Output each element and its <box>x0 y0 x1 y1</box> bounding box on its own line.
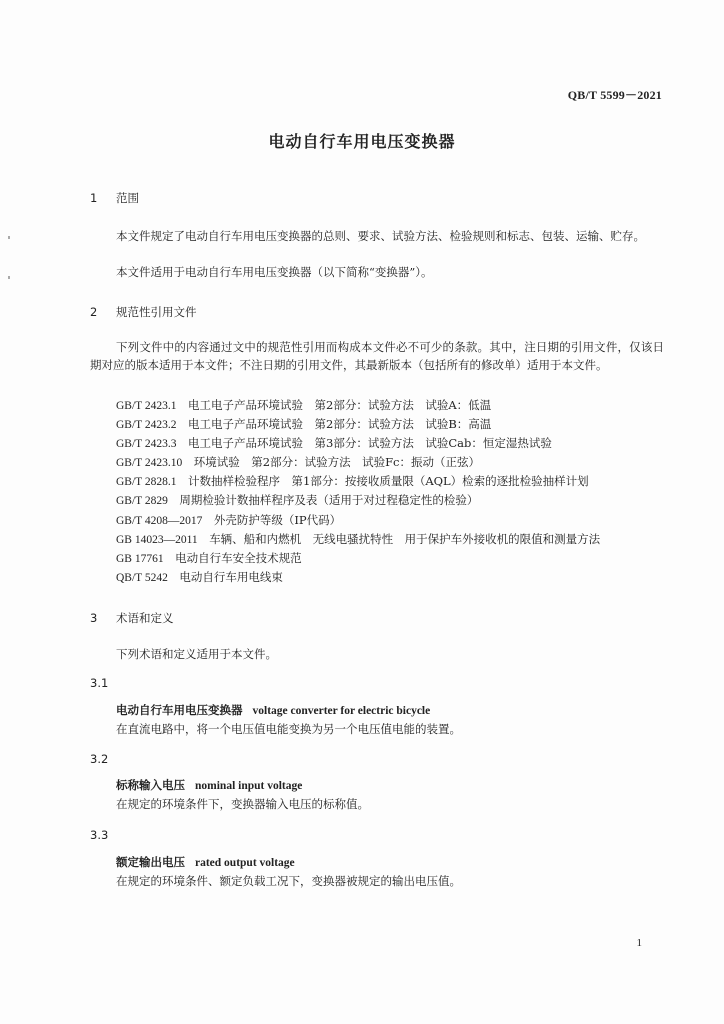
reference-item <box>116 473 589 489</box>
reference-item <box>116 492 478 508</box>
term-chinese: 额定输出电压 <box>116 855 185 869</box>
scan-artifact <box>8 276 10 279</box>
section-2-intro: 下列文件中的内容通过文中的规范性引用而构成本文件必不可少的条款。其中，注日期的引用文件，仅该日期对应的版本适用于本文件；不注日期的引用文件，其最新版本（包括所有的修改单）适用于本文件。 <box>90 340 664 372</box>
reference-title: 外壳防护等级（IP代码） <box>213 513 342 527</box>
reference-item <box>116 569 283 585</box>
reference-title: 电动自行车用电线束 <box>179 570 283 584</box>
reference-code: GB/T 2423.3 <box>116 438 177 450</box>
reference-title: 电工电子产品环境试验 第3部分：试验方法 试验Cab：恒定湿热试验 <box>188 436 552 450</box>
section-1-paragraph-1: 本文件规定了电动自行车用电压变换器的总则、要求、试验方法、检验规则和标志、包装、运输、贮存。 <box>116 229 645 243</box>
reference-item <box>116 397 491 413</box>
term-chinese: 标称输入电压 <box>116 778 185 792</box>
section-title: 范围 <box>116 191 139 205</box>
reference-title: 周期检验计数抽样程序及表（适用于对过程稳定性的检验） <box>179 493 479 507</box>
term-heading <box>116 702 430 718</box>
term-english: nominal input voltage <box>195 780 303 792</box>
section-title: 术语和定义 <box>116 611 174 625</box>
term-number: 3.1 <box>90 676 109 690</box>
reference-item <box>116 512 341 528</box>
section-3-heading <box>90 610 174 626</box>
reference-title: 电工电子产品环境试验 第2部分：试验方法 试验A：低温 <box>188 398 492 412</box>
reference-title: 车辆、船和内燃机 无线电骚扰特性 用于保护车外接收机的限值和测量方法 <box>209 532 601 546</box>
reference-item <box>116 435 552 451</box>
section-number: 1 <box>90 191 98 205</box>
section-title: 规范性引用文件 <box>116 305 197 319</box>
section-2-heading <box>90 304 197 320</box>
reference-code: GB/T 2828.1 <box>116 476 177 488</box>
reference-title: 环境试验 第2部分：试验方法 试验Fc：振动（正弦） <box>193 455 480 469</box>
section-number: 3 <box>90 611 98 625</box>
term-number: 3.2 <box>90 752 109 766</box>
reference-code: GB/T 4208—2017 <box>116 515 203 527</box>
reference-title: 电动自行车安全技术规范 <box>175 551 302 565</box>
reference-code: GB/T 2829 <box>116 495 168 507</box>
section-3-intro: 下列术语和定义适用于本文件。 <box>116 647 277 661</box>
term-chinese: 电动自行车用电压变换器 <box>116 703 243 717</box>
term-english: rated output voltage <box>195 857 295 869</box>
reference-title: 电工电子产品环境试验 第2部分：试验方法 试验B：高温 <box>188 417 492 431</box>
reference-code: QB/T 5242 <box>116 572 168 584</box>
section-1-paragraph-2: 本文件适用于电动自行车用电压变换器（以下简称“变换器”）。 <box>116 265 433 279</box>
term-english: voltage converter for electric bicycle <box>252 705 431 717</box>
reference-code: GB 14023—2011 <box>116 534 198 546</box>
term-number: 3.3 <box>90 828 109 842</box>
section-1-heading <box>90 190 139 206</box>
document-title: 电动自行车用电压变换器 <box>268 132 456 151</box>
reference-item <box>116 550 302 566</box>
reference-code: GB/T 2423.1 <box>116 400 177 412</box>
scan-artifact <box>8 236 10 239</box>
reference-title: 计数抽样检验程序 第1部分：按接收质量限（AQL）检索的逐批检验抽样计划 <box>188 474 589 488</box>
section-number: 2 <box>90 305 98 319</box>
standard-code: QB/T 5599－2021 <box>567 88 662 102</box>
term-definition: 在规定的环境条件、额定负载工况下，变换器被规定的输出电压值。 <box>116 874 461 888</box>
page-number: 1 <box>636 937 642 949</box>
reference-code: GB 17761 <box>116 553 164 565</box>
reference-code: GB/T 2423.2 <box>116 419 177 431</box>
term-definition: 在规定的环境条件下，变换器输入电压的标称值。 <box>116 797 369 811</box>
reference-item <box>116 531 600 547</box>
term-heading <box>116 854 295 870</box>
reference-item <box>116 454 480 470</box>
reference-item <box>116 416 491 432</box>
reference-code: GB/T 2423.10 <box>116 457 183 469</box>
term-definition: 在直流电路中，将一个电压值电能变换为另一个电压值电能的装置。 <box>116 722 461 736</box>
term-heading <box>116 777 302 793</box>
